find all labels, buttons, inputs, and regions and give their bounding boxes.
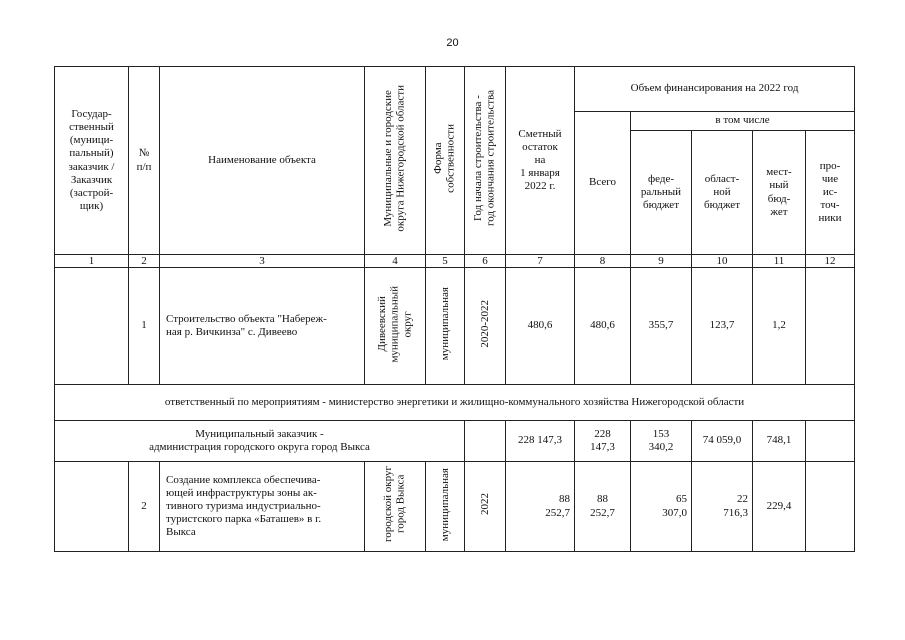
header-customer: Государ- ственный (муници- пальный) заказчик / Заказчик (застрой- щик) xyxy=(55,67,129,255)
row2-district: городской округ город Выкса xyxy=(382,466,407,543)
header-ownership: Форма собственности xyxy=(432,124,457,193)
header-balance: Сметный остаток на 1 января 2022 г. xyxy=(506,67,575,255)
header-ownership-cell xyxy=(426,67,465,255)
subtotal-years xyxy=(465,421,506,462)
subtotal-federal: 153 340,2 xyxy=(631,421,692,462)
header-federal: феде- ральный бюджет xyxy=(631,131,692,255)
column-number: 2 xyxy=(129,255,160,268)
row2-name: Создание комплекса обеспечива- ющей инфраструктуры зоны ак- тивного туризма индустриально- туристского парка «Баташев» в г. Выкса xyxy=(160,462,365,552)
header-district: Муниципальные и городские округа Нижегородской области xyxy=(382,85,407,232)
header-total: Всего xyxy=(575,112,631,255)
column-number: 10 xyxy=(692,255,753,268)
row2-federal: 65 307,0 xyxy=(631,462,692,552)
row1-regional: 123,7 xyxy=(692,268,753,385)
page-number: 20 xyxy=(446,37,459,49)
column-number: 9 xyxy=(631,255,692,268)
row2-other xyxy=(806,462,855,552)
header-years-cell xyxy=(465,67,506,255)
row2-regional: 22 716,3 xyxy=(692,462,753,552)
header-funding: Объем финансирования на 2022 год xyxy=(575,67,855,112)
financing-table xyxy=(54,66,855,552)
header-years: Год начала строительства - год окончания строительства xyxy=(472,90,497,227)
row2-years-cell xyxy=(465,462,506,552)
row2-district-cell xyxy=(365,462,426,552)
subtotal-total: 228 147,3 xyxy=(575,421,631,462)
row1-district-cell xyxy=(365,268,426,385)
row2-ownership: муниципальная xyxy=(438,467,451,542)
column-number: 6 xyxy=(465,255,506,268)
row1-local: 1,2 xyxy=(753,268,806,385)
header-regional: област- ной бюджет xyxy=(692,131,753,255)
responsible-note: ответственный по мероприятиям - министерство энергетики и жилищно-коммунального хозяйства Нижегородской области xyxy=(55,385,855,421)
row1-ownership-cell xyxy=(426,268,465,385)
column-number: 4 xyxy=(365,255,426,268)
table-row xyxy=(55,268,855,385)
row1-total: 480,6 xyxy=(575,268,631,385)
subtotal-label: Муниципальный заказчик - администрация городского округа город Выкса xyxy=(55,421,465,462)
row1-district: Дивеевский муниципальный округ xyxy=(376,285,414,363)
column-number: 8 xyxy=(575,255,631,268)
row2-local: 229,4 xyxy=(753,462,806,552)
row2-ownership-cell xyxy=(426,462,465,552)
subtotal-other xyxy=(806,421,855,462)
row2-years: 2022 xyxy=(478,493,491,516)
note-row xyxy=(55,385,855,421)
row1-num: 1 xyxy=(129,268,160,385)
header-object-name: Наименование объекта xyxy=(160,67,365,255)
row1-balance: 480,6 xyxy=(506,268,575,385)
row1-years-cell xyxy=(465,268,506,385)
row1-ownership: муниципальная xyxy=(438,287,451,361)
row2-balance: 88 252,7 xyxy=(506,462,575,552)
row2-customer xyxy=(55,462,129,552)
column-number: 11 xyxy=(753,255,806,268)
header-other: про- чие ис- точ- ники xyxy=(806,131,855,255)
column-number: 5 xyxy=(426,255,465,268)
subtotal-balance: 228 147,3 xyxy=(506,421,575,462)
row1-name: Строительство объекта "Набереж- ная р. Вичкинза" с. Дивеево xyxy=(160,268,365,385)
column-number: 1 xyxy=(55,255,129,268)
subtotal-local: 748,1 xyxy=(753,421,806,462)
column-number: 3 xyxy=(160,255,365,268)
column-number: 7 xyxy=(506,255,575,268)
row1-other xyxy=(806,268,855,385)
table-row xyxy=(55,462,855,552)
subtotal-regional: 74 059,0 xyxy=(692,421,753,462)
row1-years: 2020-2022 xyxy=(478,300,491,348)
header-local: мест- ный бюд- жет xyxy=(753,131,806,255)
row2-total: 88 252,7 xyxy=(575,462,631,552)
subtotal-row xyxy=(55,421,855,462)
header-district-cell xyxy=(365,67,426,255)
header-including: в том числе xyxy=(631,112,855,131)
row1-federal: 355,7 xyxy=(631,268,692,385)
row2-num: 2 xyxy=(129,462,160,552)
column-numbers-row xyxy=(55,255,855,268)
column-number: 12 xyxy=(806,255,855,268)
header-num: № п/п xyxy=(129,67,160,255)
row1-customer xyxy=(55,268,129,385)
